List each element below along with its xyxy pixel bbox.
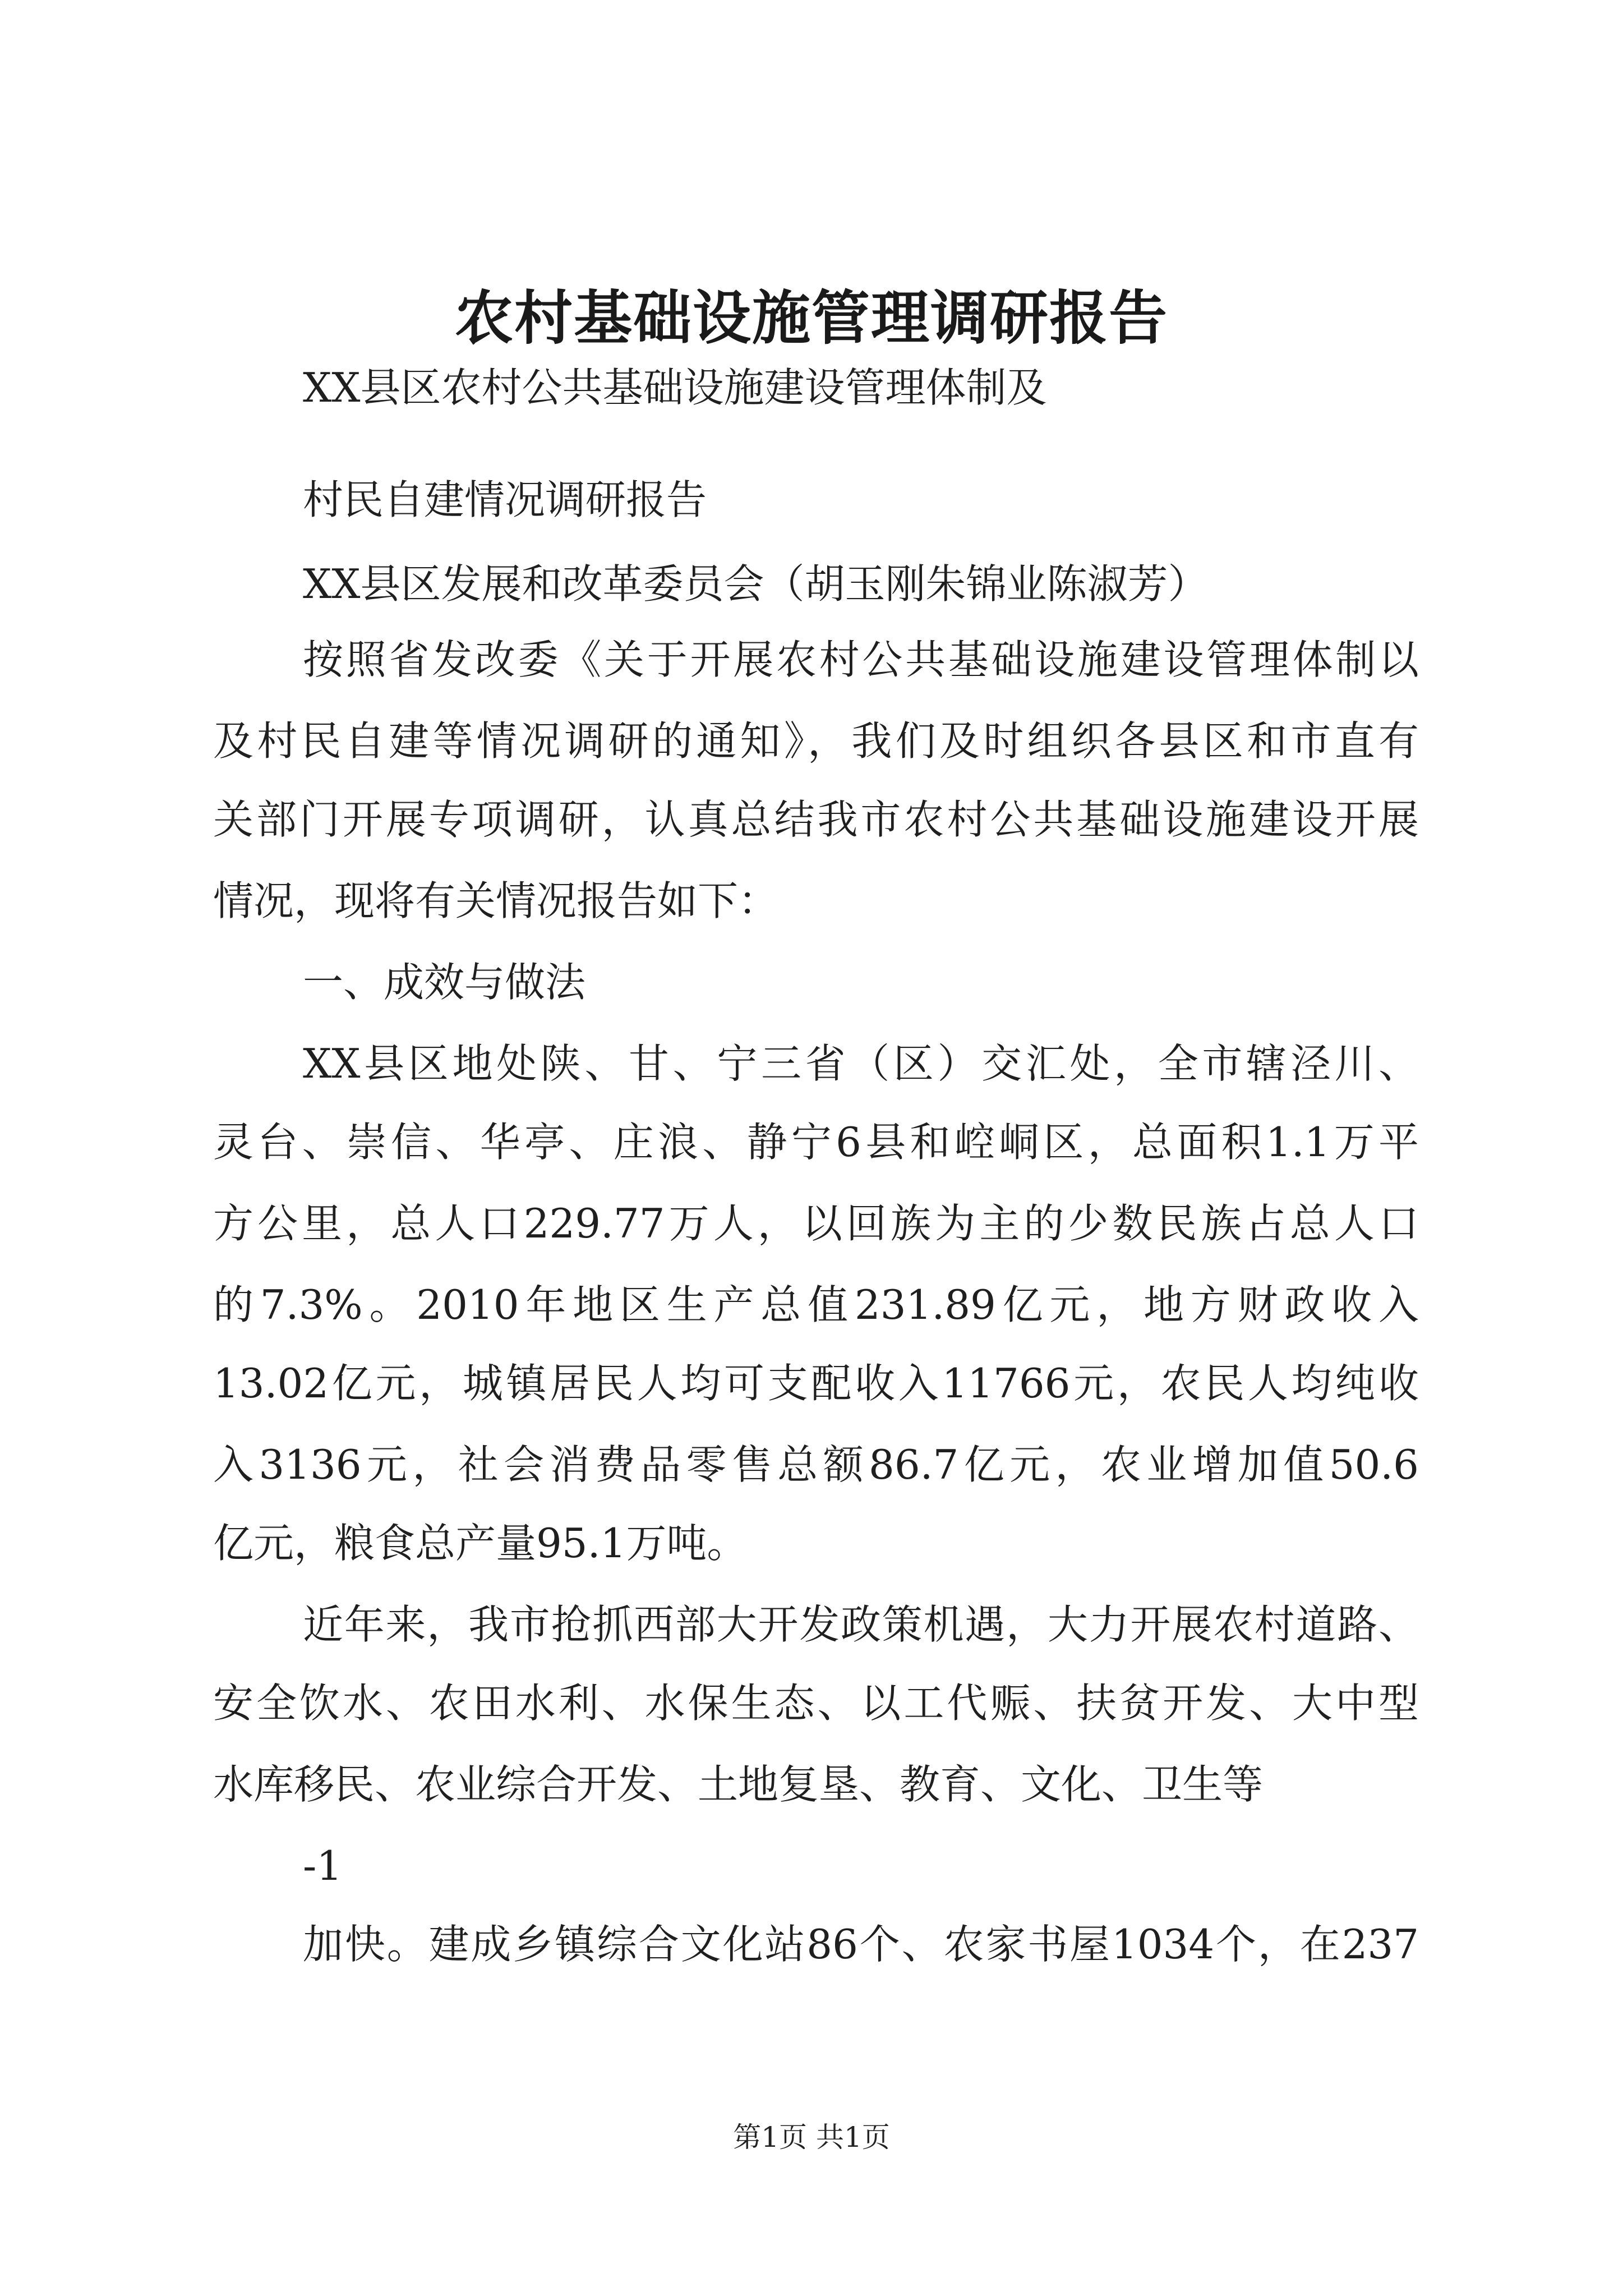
paragraph-line: 入3136元，社会消费品零售总额86.7亿元，农业增加值50.6 [213,1444,1419,1488]
paragraph-line: 及村民自建等情况调研的通知》，我们及时组织各县区和市直有 [213,721,1419,765]
paragraph-line: 按照省发改委《关于开展农村公共基础设施建设管理体制以 [303,639,1419,683]
paragraph-line: 近年来，我市抢抓西部大开发政策机遇，大力开展农村道路、 [303,1604,1419,1648]
paragraph-line: 安全饮水、农田水利、水保生态、以工代赈、扶贫开发、大中型 [213,1683,1419,1727]
paragraph-line: 关部门开展专项调研，认真总结我市农村公共基础设施建设开展 [213,799,1419,843]
section-heading: 一、成效与做法 [303,959,586,1006]
paragraph-line: 13.02亿元，城镇居民人均可支配收入11766元，农民人均纯收 [213,1363,1419,1407]
paragraph-line: XX县区地处陕、甘、宁三省（区）交汇处，全市辖泾川、 [303,1043,1419,1087]
paragraph-line: 的7.3%。2010年地区生产总值231.89亿元，地方财政收入 [213,1285,1419,1328]
page-footer: 第1页 共1页 [733,2121,890,2154]
subtitle-line-1: XX县区农村公共基础设施建设管理体制及 [303,364,1047,411]
paragraph-line: 水库移民、农业综合开发、土地复垦、教育、文化、卫生等 [213,1761,1264,1808]
paragraph-line: 情况，现将有关情况报告如下： [213,877,779,924]
paragraph-line: 方公里，总人口229.77万人，以回族为主的少数民族占总人口 [213,1203,1419,1247]
page-marker: -1 [303,1842,343,1889]
paragraph-line: 灵台、崇信、华亭、庄浪、静宁6县和崆峒区，总面积1.1万平 [213,1122,1419,1166]
subtitle-line-2: 村民自建情况调研报告 [303,476,707,523]
paragraph-line: 加快。建成乡镇综合文化站86个、农家书屋1034个，在237 [303,1924,1419,1968]
paragraph-line: 亿元，粮食总产量95.1万吨。 [213,1520,748,1567]
author-line: XX县区发展和改革委员会（胡玉刚朱锦业陈淑芳） [303,560,1209,608]
document-title: 农村基础设施管理调研报告 [454,283,1168,352]
